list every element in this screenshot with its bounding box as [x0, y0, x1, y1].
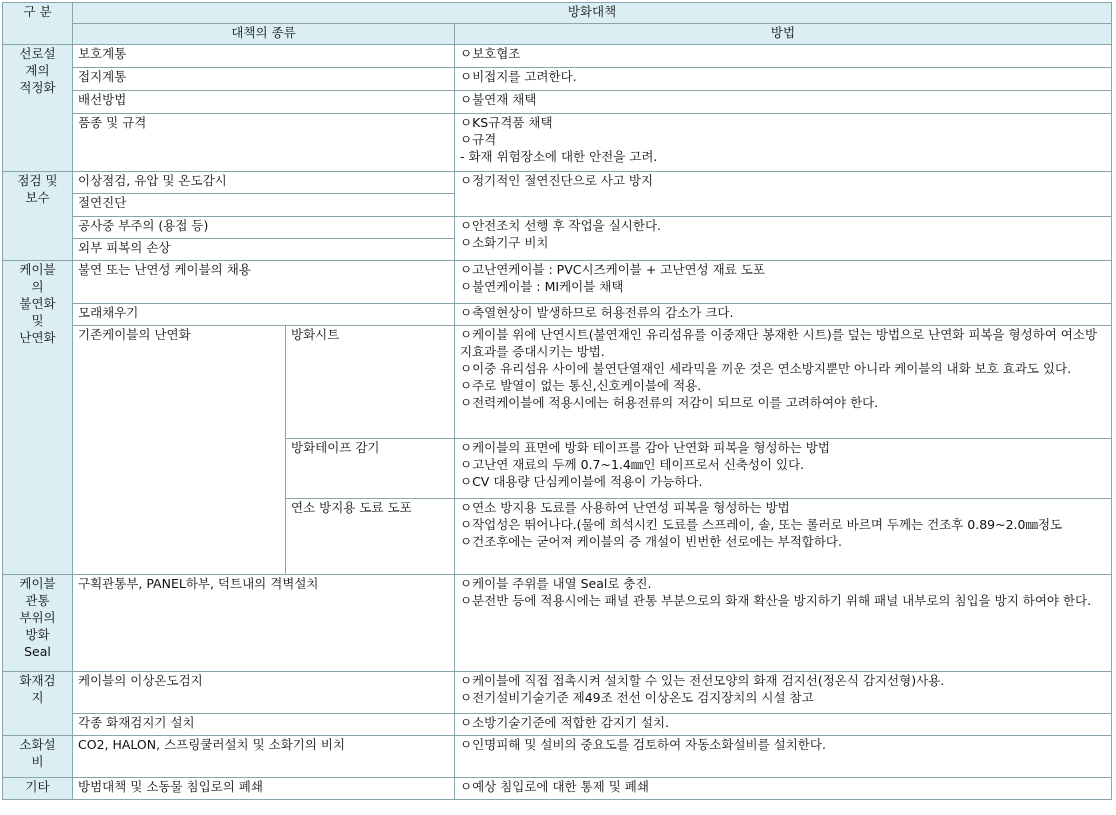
section-label-flame-retardant: 케이블 의 불연화 및 난연화: [3, 261, 73, 575]
header-method: 방법: [455, 24, 1112, 45]
header-kinds: 대책의 종류: [73, 24, 455, 45]
header-category: 구 분: [3, 3, 73, 45]
method-cell: ㅇKS규격품 채택 ㅇ규격 - 화재 위험장소에 대한 안전을 고려.: [455, 114, 1112, 172]
method-cell: ㅇ연소 방지용 도료를 사용하여 난연성 피복을 형성하는 방법 ㅇ작업성은 뛰어나다.(물에 희석시킨 도료를 스프레이, 솔, 또는 롤러로 바르며 두께는 건조후 0.89~2.0㎜정도 ㅇ건조후에는 굳어져 케이블의 증 개설이 빈번한 선로에는 부적합하다.: [455, 499, 1112, 575]
section-label-penetration-seal: 케이블 관통 부위의 방화 Seal: [3, 575, 73, 672]
method-cell: ㅇ안전조치 선행 후 작업을 실시한다. ㅇ소화기구 비치: [455, 217, 1112, 261]
kind-cell: 이상점검, 유압 및 온도감시: [73, 172, 455, 194]
method-cell: ㅇ케이블 위에 난연시트(불연재인 유리섬유를 이중재단 봉재한 시트)를 덮는 방법으로 난연화 피복을 형성하여 여소방지효과를 증대시키는 방법. ㅇ이중 유리섬유 사이에 불연단열재인 세라믹을 끼운 것은 연소방지뿐만 아니라 케이블의 내화 보호 효과도 있다. ㅇ주로 발열이 없는 통신,신호케이블에 적용. ㅇ전력케이블에 적용시에는 허용전류의 저감이 되므로 이를 고려하여야 한다.: [455, 326, 1112, 439]
method-cell: ㅇ비접지를 고려한다.: [455, 68, 1112, 91]
method-cell: ㅇ보호협조: [455, 45, 1112, 68]
kind-cell: 절연진단: [73, 194, 455, 217]
method-cell: ㅇ예상 침입로에 대한 통제 및 폐쇄: [455, 778, 1112, 800]
method-cell: ㅇ축열현상이 발생하므로 허용전류의 감소가 크다.: [455, 304, 1112, 326]
section-label-other: 기타: [3, 778, 73, 800]
subkind-cell: 방화테이프 감기: [286, 439, 455, 499]
method-cell: ㅇ케이블 주위를 내열 Seal로 충진. ㅇ분전반 등에 적용시에는 패널 관통 부분으로의 화재 확산을 방지하기 위해 패널 내부로의 침입을 방지 하여야 한다.: [455, 575, 1112, 672]
kind-cell: 케이블의 이상온도검지: [73, 672, 455, 714]
kind-cell: 보호계통: [73, 45, 455, 68]
kind-cell: 각종 화재검지기 설치: [73, 714, 455, 736]
kind-cell: 기존케이블의 난연화: [73, 326, 286, 575]
kind-cell: CO2, HALON, 스프링쿨러설치 및 소화기의 비치: [73, 736, 455, 778]
section-label-line-design: 선로설 계의 적정화: [3, 45, 73, 172]
subkind-cell: 연소 방지용 도료 도포: [286, 499, 455, 575]
kind-cell: 공사중 부주의 (용접 등): [73, 217, 455, 239]
kind-cell: 불연 또는 난연성 케이블의 채용: [73, 261, 455, 304]
subkind-cell: 방화시트: [286, 326, 455, 439]
kind-cell: 품종 및 규격: [73, 114, 455, 172]
kind-cell: 외부 피복의 손상: [73, 239, 455, 261]
header-title: 방화대책: [73, 3, 1112, 24]
kind-cell: 구획관통부, PANEL하부, 덕트내의 격벽설치: [73, 575, 455, 672]
section-label-extinguishing: 소화설 비: [3, 736, 73, 778]
method-cell: ㅇ소방기술기준에 적합한 감지기 설치.: [455, 714, 1112, 736]
kind-cell: 모래채우기: [73, 304, 455, 326]
method-cell: ㅇ불연재 채택: [455, 91, 1112, 114]
kind-cell: 배선방법: [73, 91, 455, 114]
method-cell: ㅇ인명피해 및 설비의 중요도를 검토하여 자동소화설비를 설치한다.: [455, 736, 1112, 778]
kind-cell: 방범대책 및 소동물 침입로의 폐쇄: [73, 778, 455, 800]
method-cell: ㅇ케이블에 직접 접촉시켜 설치할 수 있는 전선모양의 화재 검지선(정온식 감지선형)사용. ㅇ전기설비기술기준 제49조 전선 이상온도 검지장치의 시설 참고: [455, 672, 1112, 714]
method-cell: ㅇ정기적인 절연진단으로 사고 방지: [455, 172, 1112, 217]
method-cell: ㅇ고난연케이블 : PVC시즈케이블 + 고난연성 재료 도포 ㅇ불연케이블 : MI케이블 채택: [455, 261, 1112, 304]
method-cell: ㅇ케이블의 표면에 방화 테이프를 감아 난연화 피복을 형성하는 방법 ㅇ고난연 재료의 두께 0.7~1.4㎜인 테이프로서 신축성이 있다. ㅇCV 대용량 단심케이블에 적용이 가능하다.: [455, 439, 1112, 499]
kind-cell: 접지계통: [73, 68, 455, 91]
section-label-fire-detection: 화재검 지: [3, 672, 73, 736]
fire-prevention-table: [2, 2, 1112, 800]
section-label-inspection: 점검 및 보수: [3, 172, 73, 261]
